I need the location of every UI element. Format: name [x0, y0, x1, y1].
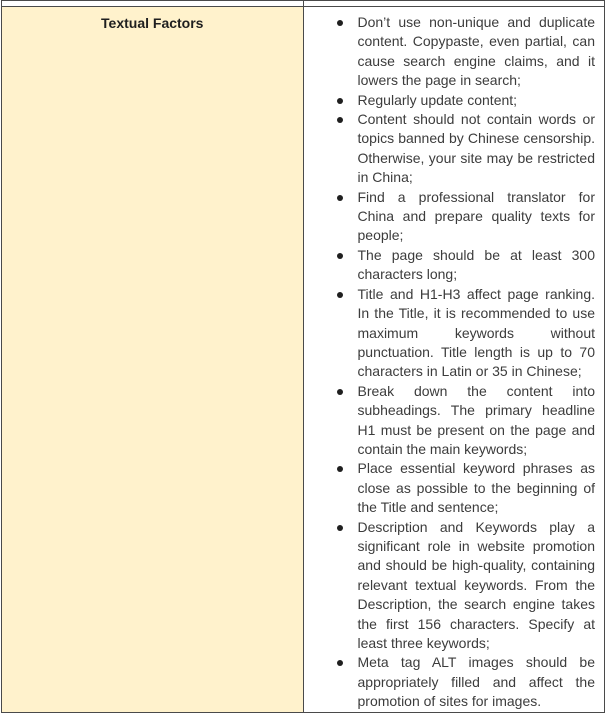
- bullet-icon: [337, 117, 343, 123]
- list-item-text: Don’t use non-unique and duplicate content. Copypaste, even partial, can cause search engine claims, and it lowers the page in search;: [357, 14, 595, 89]
- list-item-text: Title and H1-H3 affect page ranking. In the Title, it is recommended to use maximum keywords without punctuation. Title length is up to 70 characters in Latin or 35 in Chinese;: [357, 285, 595, 380]
- list-item-text: Regularly update content;: [357, 91, 518, 108]
- list-item: [304, 382, 596, 460]
- bullet-icon: [337, 525, 343, 531]
- list-item: [304, 653, 596, 711]
- list-item-text: Description and Keywords play a significant role in website promotion and should be high-quality, containing relevant textual keywords. From the Description, the search engine takes the first 156 characters. Specify at least three keywords;: [357, 518, 595, 651]
- bullet-icon: [337, 660, 343, 666]
- list-item: [304, 246, 596, 285]
- bullet-icon: [337, 20, 343, 26]
- list-item: [304, 13, 596, 91]
- bullet-icon: [337, 253, 343, 259]
- row-label-cell: [2, 7, 304, 713]
- bullet-list: [304, 7, 605, 712]
- list-item-text: Place essential keyword phrases as close as possible to the beginning of the Title and sentence;: [357, 460, 595, 516]
- list-item: [304, 188, 596, 246]
- list-item-text: Content should not contain words or topics banned by Chinese censorship. Otherwise, your site may be restricted in China;: [357, 111, 595, 186]
- list-item: [304, 518, 596, 654]
- list-item: [304, 459, 596, 517]
- bullet-icon: [337, 195, 343, 201]
- list-item-text: Break down the content into subheadings. The primary headline H1 must be present on the page and contain the main keywords;: [357, 382, 595, 457]
- list-item: [304, 91, 596, 110]
- row-label: Textual Factors: [101, 15, 204, 31]
- bullet-icon: [337, 98, 343, 104]
- list-item-text: Find a professional translator for China and prepare quality texts for people;: [357, 188, 595, 244]
- table-row: [2, 7, 605, 713]
- list-item-text: Meta tag ALT images should be appropriately filled and affect the promotion of sites for images.: [357, 654, 595, 710]
- list-item: [304, 110, 596, 188]
- list-item-text: The page should be at least 300 characters long;: [357, 246, 595, 283]
- factors-table: [1, 0, 605, 713]
- list-item: [304, 285, 596, 382]
- bullet-icon: [337, 389, 343, 395]
- row-content-cell: [303, 7, 605, 713]
- bullet-icon: [337, 292, 343, 298]
- bullet-icon: [337, 466, 343, 472]
